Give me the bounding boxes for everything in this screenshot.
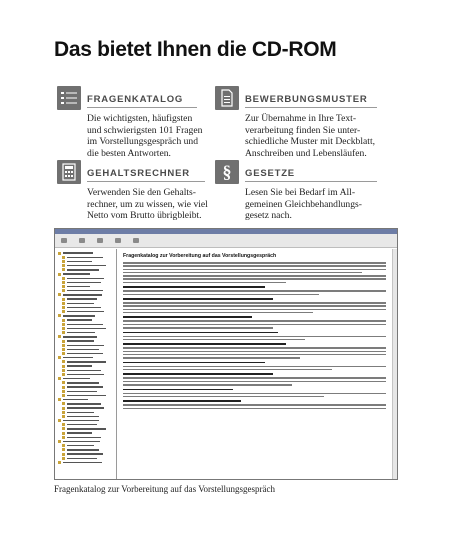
text-line: verarbeitung finden Sie unter- [245, 124, 361, 136]
text-line [123, 366, 386, 368]
feature-heading: BEWERBUNGSMUSTER [245, 94, 368, 105]
text-line [123, 275, 386, 277]
divider [87, 181, 205, 182]
text-line: gesetz nach. [245, 210, 292, 222]
text-line [123, 393, 386, 395]
tree-item [58, 460, 116, 464]
question-heading [123, 362, 265, 364]
text-line [123, 336, 386, 338]
text-line [123, 357, 300, 359]
toolbar-button [97, 238, 103, 243]
text-line [123, 377, 386, 379]
scrollbar [392, 249, 397, 479]
text-line [123, 309, 386, 311]
divider [245, 107, 377, 108]
question-heading [123, 389, 233, 391]
page-title: Das bietet Ihnen die CD-ROM [54, 38, 337, 61]
document-pane [117, 249, 397, 479]
text-line [123, 290, 386, 292]
feature-description [87, 187, 237, 222]
text-line [123, 384, 292, 386]
text-line [123, 272, 362, 274]
text-line [123, 404, 386, 406]
text-line [123, 354, 386, 356]
text-line: Verwenden Sie den Gehalts- [87, 187, 196, 198]
text-line [123, 269, 386, 271]
text-line: Lesen Sie bei Bedarf im All- [245, 187, 356, 198]
cd-rom-screenshot [54, 228, 398, 480]
text-line: im Vorstellungsgespräch und [87, 136, 199, 148]
question-heading [123, 332, 278, 334]
text-line [123, 381, 386, 383]
toolbar-button [115, 238, 121, 243]
figure-caption: Fragenkatalog zur Vorbereitung auf das Vorstellungsgespräch [54, 484, 276, 494]
text-line [123, 351, 386, 353]
question-heading [123, 286, 265, 288]
text-line [123, 320, 386, 322]
text-line: und schwierigsten 101 Fragen [87, 124, 203, 136]
text-line [123, 327, 273, 329]
text-line [123, 265, 386, 267]
text-line [123, 302, 386, 304]
text-line: rechner, um zu wissen, wie viel [87, 198, 208, 210]
text-line [123, 339, 305, 341]
text-line [123, 396, 324, 398]
text-line: gemeinen Gleichbehandlungs- [245, 198, 362, 210]
question-heading [123, 298, 273, 300]
feature-heading: GEHALTSRECHNER [87, 168, 190, 179]
question-heading [123, 343, 286, 345]
text-line [123, 294, 319, 296]
navigation-tree [55, 249, 117, 479]
question-heading [123, 373, 273, 375]
toolbar-button [79, 238, 85, 243]
calculator-icon [57, 160, 81, 184]
question-heading [123, 400, 241, 402]
text-line [123, 324, 386, 326]
text-line [123, 312, 313, 314]
text-line [123, 278, 386, 280]
feature-heading: GESETZE [245, 168, 295, 179]
toolbar-button [133, 238, 139, 243]
text-line [123, 282, 286, 284]
list-icon [57, 86, 81, 110]
text-line: Netto vom Brutto übrigbleibt. [87, 210, 202, 222]
feature-description [245, 187, 395, 222]
text-line [123, 408, 386, 410]
text-line: die besten Antworten. [87, 147, 171, 159]
text-line: Anschreiben und Lebensläufen. [245, 147, 367, 159]
toolbar [55, 234, 397, 248]
document-title: Fragenkatalog zur Vorbereitung auf das Vorstellungsgespräch [123, 253, 277, 259]
text-line: Die wichtigsten, häufigsten [87, 113, 193, 124]
text-line [123, 347, 386, 349]
feature-description [245, 113, 415, 159]
question-heading [123, 316, 252, 318]
text-line: Zur Übernahme in Ihre Text- [245, 113, 357, 124]
text-line: schiedliche Muster mit Deckblatt, [245, 136, 376, 148]
text-line [123, 262, 386, 264]
feature-heading: FRAGENKATALOG [87, 94, 184, 105]
paragraph-icon: § [215, 160, 239, 184]
text-line [123, 369, 332, 371]
divider [87, 107, 197, 108]
document-icon [215, 86, 239, 110]
divider [245, 181, 377, 182]
feature-description [87, 113, 237, 159]
text-line [123, 305, 386, 307]
toolbar-button [61, 238, 67, 243]
